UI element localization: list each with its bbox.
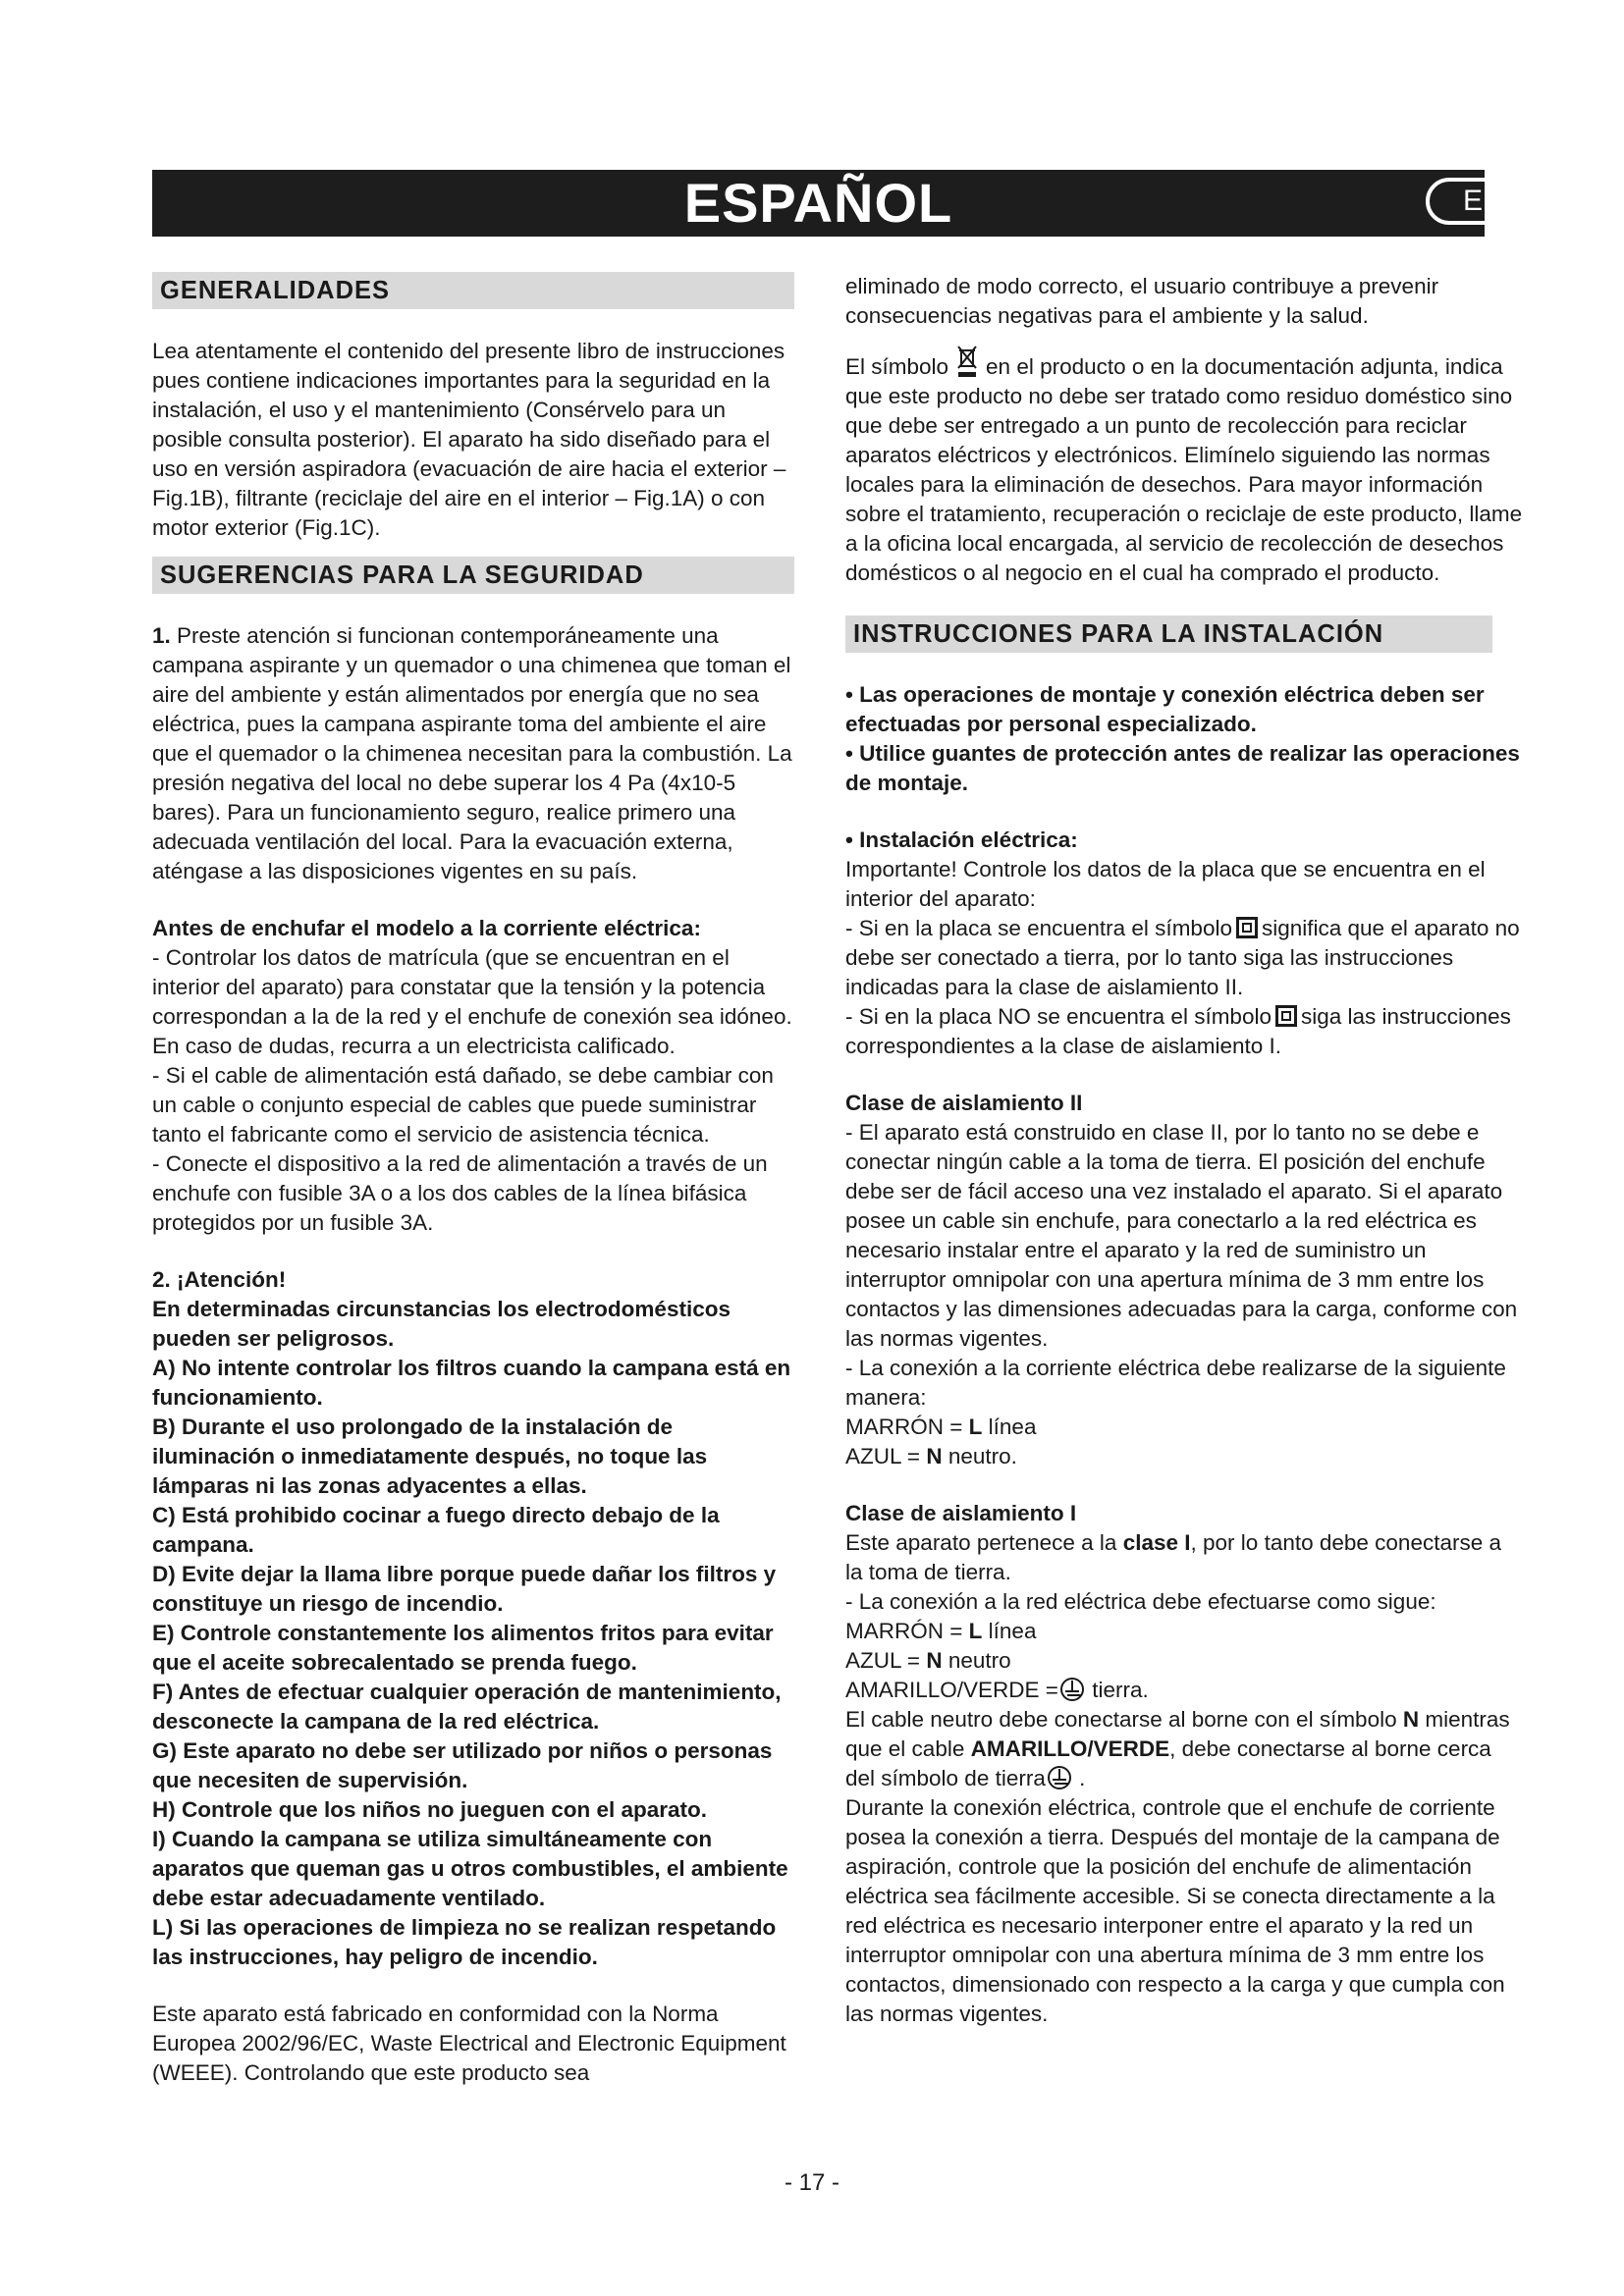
neutro-mid: mientras que el cable (845, 1707, 1510, 1761)
electrica-item-3 (845, 1002, 1523, 1061)
paragraph-generalidades: Lea atentamente el contenido del presente libro de instrucciones pues contiene indicaciones importantes para la seguridad en la instalación, el uso y el mantenimiento (Consérvelo para un posible consulta posterior). El aparato ha sido diseñado para el uso en versión aspiradora (evacuación de aire hacia el exterior – Fig.1B), filtrante (reciclaje del aire en el interior – Fig.1A) o con motor exterior (Fig.1C). (152, 339, 786, 540)
paragraph-seguridad-1 (152, 621, 795, 886)
wire-code: N (926, 1444, 943, 1468)
electrica-item-1: Importante! Controle los datos de la placa que se encuentra en el interior del aparato: (845, 857, 1486, 911)
wire-code: L (968, 1415, 983, 1439)
electrica-2-pre: - Si en la placa se encuentra el símbolo (845, 916, 1232, 940)
wire-label: AMARILLO/VERDE = (845, 1678, 1058, 1702)
atencion-item-c: C) Está prohibido cocinar a fuego directo debajo de la campana. (152, 1503, 720, 1557)
enchufar-item-3: - Conecte el dispositivo a la red de alimentación a través de un enchufe con fusible 3A o a los dos cables de la línea bifásica protegidos por un fusible 3A. (152, 1151, 768, 1235)
wire-code: L (968, 1619, 983, 1643)
clase1-1-pre: Este aparato pertenece a la (845, 1530, 1117, 1555)
wire-label: AZUL = (845, 1648, 921, 1673)
clase2-azul (845, 1442, 1523, 1471)
atencion-item-g: G) Este aparato no debe ser utilizado por niños o personas que necesiten de supervisión. (152, 1738, 773, 1792)
double-insulation-icon (1236, 917, 1258, 938)
wire-label: AZUL = (845, 1444, 921, 1468)
neutro-post: , debe conectarse al borne cerca del símbolo de tierra (845, 1736, 1491, 1790)
clase1-title: Clase de aislamiento I (845, 1501, 1077, 1525)
neutro-bold: N (1402, 1707, 1420, 1732)
bullet-guantes: • Utilice guantes de protección antes de realizar las operaciones de montaje. (845, 741, 1520, 795)
neutro-pre: El cable neutro debe conectarse al borne con el símbolo (845, 1707, 1397, 1732)
clase1-1-bold: clase I (1122, 1530, 1191, 1555)
enchufar-item-2: - Si el cable de alimentación está dañado, se debe cambiar con un cable o conjunto especial de cables que puede suministrar tanto el fabricante como el servicio de asistencia técnica. (152, 1063, 774, 1147)
electrica-title: • Instalación eléctrica: (845, 828, 1078, 852)
clase1-marron (845, 1617, 1523, 1646)
wire-label: MARRÓN = (845, 1619, 963, 1643)
atencion-item-e: E) Controle constantemente los alimentos fritos para evitar que el aceite sobrecalentado se prenda fuego. (152, 1621, 774, 1675)
left-column (152, 272, 795, 2088)
atencion-item-a: A) No intente controlar los filtros cuando la campana está en funcionamiento. (152, 1356, 791, 1410)
wire-label: MARRÓN = (845, 1415, 963, 1439)
double-insulation-icon (1275, 1005, 1297, 1027)
electrica-3-post: siga las instrucciones correspondientes a la clase de aislamiento I. (845, 1004, 1511, 1058)
bullet-montaje: • Las operaciones de montaje y conexión eléctrica deben ser efectuadas por personal especializado. (845, 682, 1485, 736)
atencion-item-i: I) Cuando la campana se utiliza simultáneamente con aparatos que queman gas u otros combustibles, el ambiente debe estar adecuadamente ventilado. (152, 1827, 788, 1910)
atencion-item-l: L) Si las operaciones de limpieza no se realizan respetando las instrucciones, hay peligro de incendio. (152, 1915, 777, 1969)
language-code-badge: E (1426, 178, 1520, 225)
electrica-item-2 (845, 914, 1523, 1002)
item-text: Preste atención si funcionan contemporáneamente una campana aspirante y un quemador o una chimenea que toman el aire del ambiente y están alimentados por energía que no sea eléctrica, pues la campana aspirante toma del ambiente el aire que el quemador o la chimenea necesitan para la combustión. La presión negativa del local no debe superar los 4 Pa (4x10-5 bares). Para un funcionamiento seguro, realice primero una adecuada ventilación del local. Para la evacuación externa, aténgase a las disposiciones vigentes en su país. (152, 623, 792, 883)
clase2-title: Clase de aislamiento II (845, 1091, 1083, 1115)
weee-continuation: eliminado de modo correcto, el usuario contribuye a prevenir consecuencias negativas para el ambiente y la salud. (845, 274, 1439, 328)
atencion-item-b: B) Durante el uso prolongado de la instalación de iluminación o inmediatamente después, no toque las lámparas ni las zonas adyacentes a ellas. (152, 1415, 708, 1498)
atencion-intro: En determinadas circunstancias los electrodomésticos pueden ser peligrosos. (152, 1297, 731, 1351)
clase2-item-2: - La conexión a la corriente eléctrica debe realizarse de la siguiente manera: (845, 1356, 1506, 1410)
heading-seguridad: SUGERENCIAS PARA LA SEGURIDAD (152, 557, 794, 594)
neutro-end: . (1079, 1766, 1086, 1790)
wire-desc: neutro. (947, 1444, 1017, 1468)
atencion-item-f: F) Antes de efectuar cualquier operación de mantenimiento, desconecte la campana de la red eléctrica. (152, 1680, 782, 1734)
clase2-item-1: - El aparato está construido en clase II, por lo tanto no se debe e conectar ningún cable a la toma de tierra. El posición del enchufe debe ser de fácil acceso una vez instalado el aparato. Si el aparato posee un cable sin enchufe, para conectarlo a la red eléctrica es necesario instalar entre el aparato y la red de suministro un interruptor omnipolar con una apertura mínima de 3 mm entre los contactos y las dimensiones adecuadas para la carga, conforme con las normas vigentes. (845, 1120, 1518, 1351)
atencion-item-d: D) Evite dejar la llama libre porque puede dañar los filtros y constituye un riesgo de incendio. (152, 1562, 777, 1616)
clase1-item-1 (845, 1528, 1523, 1587)
clase1-1-post: , por lo tanto debe conectarse a la toma de tierra. (845, 1530, 1501, 1584)
enchufar-title: Antes de enchufar el modelo a la corriente eléctrica: (152, 916, 701, 940)
atencion-item-h: H) Controle que los niños no jueguen con el aparato. (152, 1797, 708, 1822)
clase2-marron (845, 1413, 1523, 1442)
simbolo-paragraph (845, 345, 1523, 588)
weee-paragraph: Este aparato está fabricado en conformidad con la Norma Europea 2002/96/EC, Waste Electrical and Electronic Equipment (WEEE). Controlando que este producto sea (152, 2002, 786, 2085)
language-banner (152, 170, 1485, 237)
simbolo-post: en el producto o en la documentación adjunta, indica que este producto no debe ser tratado como residuo doméstico sino que debe ser entregado a un punto de recolección para reciclar aparatos eléctricos y electrónicos. Elimínelo siguiendo las normas locales para la eliminación de desechos. Para mayor información sobre el tratamiento, recuperación o reciclaje de este producto, llame a la oficina local encargada, al servicio de recolección de desechos domésticos o al negocio en el cual ha comprado el producto. (845, 354, 1523, 585)
heading-generalidades: GENERALIDADES (152, 272, 794, 309)
clase1-item-2: - La conexión a la red eléctrica debe efectuarse como sigue: (845, 1589, 1436, 1614)
final-paragraph: Durante la conexión eléctrica, controle que el enchufe de corriente posea la conexión a tierra. Después del montaje de la campana de aspiración, controle que la posición del enchufe de alimentación eléctrica sea fácilmente accesible. Si se conecta directamente a la red eléctrica es necesario interponer entre el aparato y la red un interruptor omnipolar con una abertura mínima de 3 mm entre los contactos, dimensionado con respecto a la carga y que cumpla con las normas vigentes. (845, 1795, 1505, 2026)
atencion-title: 2. ¡Atención! (152, 1267, 287, 1292)
clase1-azul (845, 1646, 1523, 1676)
electrica-2-post: significa que el aparato no debe ser conectado a tierra, por lo tanto siga las instrucciones indicadas para la clase de aislamiento II. (845, 916, 1520, 999)
wire-desc: tierra. (1092, 1678, 1149, 1702)
neutro-bold-2: AMARILLO/VERDE (970, 1736, 1170, 1761)
simbolo-pre: El símbolo (845, 354, 949, 379)
electrica-3-pre: - Si en la placa NO se encuentra el símbolo (845, 1004, 1272, 1029)
neutro-paragraph (845, 1705, 1523, 1793)
right-column (845, 272, 1523, 2029)
wire-code: N (926, 1648, 943, 1673)
enchufar-item-1: - Controlar los datos de matrícula (que se encuentran en el interior del aparato) para constatar que la tensión y la potencia correspondan a la de la red y el enchufe de conexión sea idóneo. En caso de dudas, recurra a un electricista calificado. (152, 945, 792, 1058)
crossed-bin-icon (956, 345, 978, 378)
ground-symbol-icon (1060, 1678, 1084, 1701)
item-number: 1. (152, 623, 171, 648)
wire-desc: línea (988, 1619, 1037, 1643)
wire-desc: línea (988, 1415, 1037, 1439)
clase1-verde (845, 1676, 1523, 1705)
wire-desc: neutro (947, 1648, 1011, 1673)
heading-instalacion: INSTRUCCIONES PARA LA INSTALACIÓN (845, 615, 1492, 653)
ground-symbol-icon (1048, 1766, 1071, 1789)
banner-title: ESPAÑOL (683, 172, 953, 234)
page-number: - 17 - (784, 2169, 839, 2196)
